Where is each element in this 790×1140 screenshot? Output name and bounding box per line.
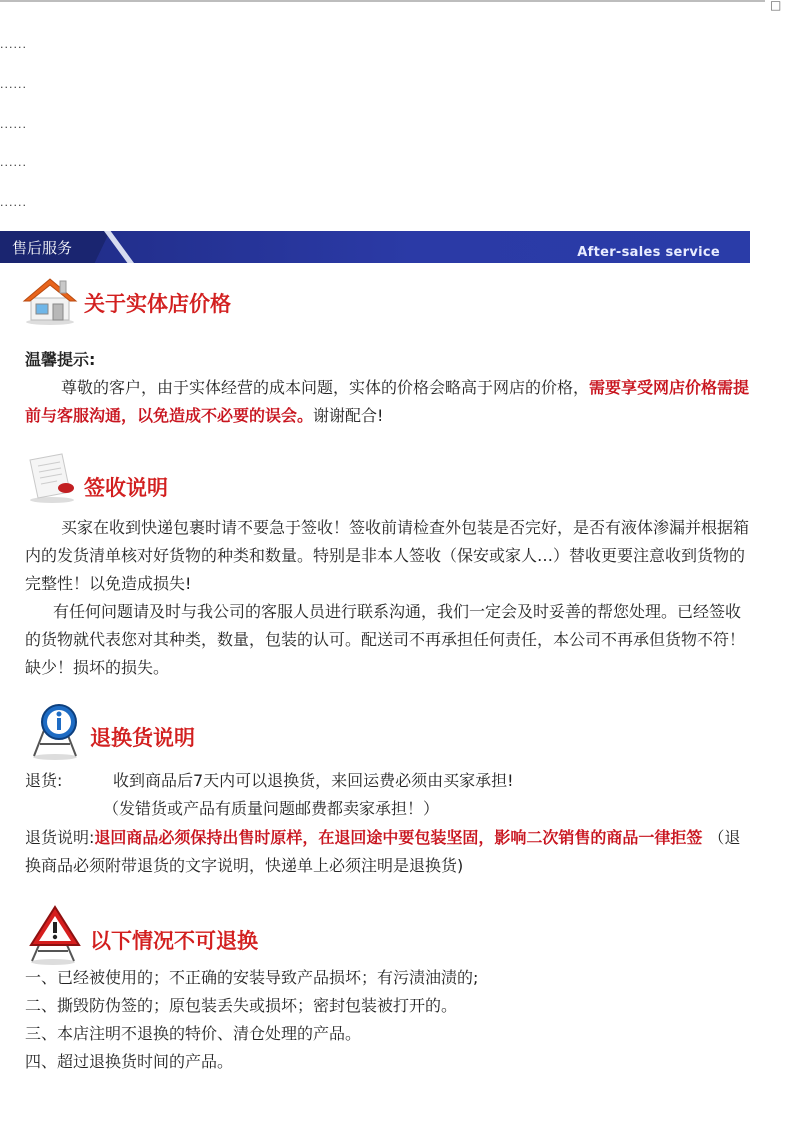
- price-text-emphasis: 需要享受网店价格需提前与客服沟通，以免造成不必要的误会。: [25, 378, 750, 425]
- ellipsis-line: ......: [0, 38, 27, 51]
- corner-mark: □: [770, 0, 782, 12]
- no-return-item: 三、本店注明不退换的特价、清仓处理的产品。: [25, 1024, 362, 1043]
- info-icon: [26, 700, 84, 766]
- top-divider: [0, 0, 765, 2]
- return-policy-label: 退货说明:: [25, 828, 95, 847]
- tip-label: 温馨提示:: [25, 350, 96, 369]
- return-policy-note: （退换商品必须附带退货的文字说明，快递单上必须注明是退换货): [25, 828, 741, 875]
- document-icon: [24, 450, 80, 510]
- no-return-item: 二、撕毁防伪签的；原包装丢失或损坏；密封包装被打开的。: [25, 996, 458, 1015]
- receipt-heading: 签收说明: [84, 476, 168, 500]
- ellipsis-line: ......: [0, 78, 27, 91]
- ellipsis-line: ......: [0, 156, 27, 169]
- ellipsis-line: ......: [0, 196, 27, 209]
- banner-title: 售后服务: [12, 239, 73, 257]
- return-label: 退货:: [25, 771, 63, 790]
- return-policy-paragraph: [25, 824, 755, 880]
- price-text: 尊敬的客户，由于实体经营的成本问题，实体的价格会略高于网店的价格，: [61, 378, 590, 397]
- receipt-paragraph-2: 有任何问题请及时与我公司的客服人员进行联系沟通，我们一定会及时妥善的帮您处理。已经签收的货物就代表您对其种类，数量，包装的认可。配送司不再承担任何责任，本公司不再承但货物不符！缺少！损坏的损失。: [25, 602, 746, 677]
- house-icon: [22, 274, 78, 330]
- after-sales-banner: [0, 231, 750, 263]
- price-heading: 关于实体店价格: [84, 292, 231, 316]
- ellipsis-line: ......: [0, 118, 27, 131]
- price-paragraph: [25, 374, 755, 430]
- no-return-item: 四、超过退换货时间的产品。: [25, 1052, 234, 1071]
- return-policy-emphasis: 退回商品必须保持出售时原样，在退回途中要包装坚固，影响二次销售的商品一律拒签: [94, 828, 703, 847]
- price-text-end: 谢谢配合!: [313, 406, 384, 425]
- returns-heading: 退换货说明: [90, 726, 195, 750]
- no-return-heading: 以下情况不可退换: [90, 929, 258, 953]
- return-text: 收到商品后7天内可以退换货，来回运费必须由买家承担!: [113, 771, 514, 790]
- return-text-note: （发错货或产品有质量问题邮费都卖家承担！）: [103, 799, 440, 818]
- receipt-paragraph-1: 买家在收到快递包裹时请不要急于签收！签收前请检查外包装是否完好，是否有液体渗漏并根据箱内的发货清单核对好货物的种类和数量。特别是非本人签收（保安或家人…）替收更要注意收到货物的完整性！以免造成损失!: [25, 518, 750, 593]
- banner-slash-decoration: [104, 231, 134, 263]
- banner-subtitle: After-sales service: [577, 245, 720, 260]
- no-return-item: 一、已经被使用的；不正确的安装导致产品损坏；有污渍油渍的;: [25, 968, 479, 987]
- warning-icon: [24, 905, 82, 971]
